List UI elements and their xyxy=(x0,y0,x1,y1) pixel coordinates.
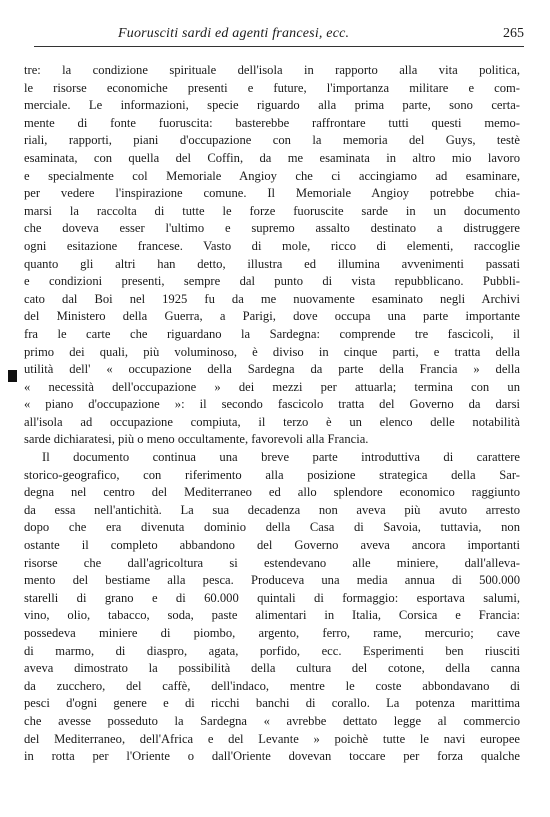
text-line: cato dal Boi nel 1925 fu da me nuovamente esaminato negli Archivi xyxy=(24,291,520,306)
page-number: 265 xyxy=(503,26,524,41)
text-line: per vedere l'inspirazione comune. Il Memoriale Angioy potrebbe chia- xyxy=(24,186,520,201)
text-line: esaminata, con quella del Coffin, da me esaminata in altro mio lavoro xyxy=(24,150,520,165)
text-line: « necessità dell'occupazione » dei mezzi per attuarla; termina con un xyxy=(24,379,520,394)
text-line: dopo che era divenuta dominio della Casa di Savoia, tuttavia, non xyxy=(24,520,520,535)
text-line: aveva dimostrato la possibilità della cultura del cotone, della canna xyxy=(24,661,520,676)
text-line: fra le carte che riguardano la Sardegna: comprende tre fascicoli, il xyxy=(24,326,520,341)
text-line: vino, olio, tabacco, soda, paste alimentari in Italia, Corsica e Francia: xyxy=(24,608,520,623)
body-text xyxy=(24,62,520,766)
text-line: in rotta per l'Oriente o dall'Oriente dovevan toccare per forza qualche xyxy=(24,749,520,764)
text-line: primo dei quali, più voluminoso, è diviso in cinque parti, e tratta della xyxy=(24,344,520,359)
text-line: del Ministero della Guerra, a Parigi, dove occupa una parte importante xyxy=(24,309,520,324)
text-line: che avesse posseduto la Sardegna « avrebbe dettato legge al commercio xyxy=(24,713,520,728)
text-line: ogni esitazione francese. Vasto di mole, ricco di elementi, raccoglie xyxy=(24,238,520,253)
text-line: riali, rapporti, piani d'occupazione con la memoria del Guys, testè xyxy=(24,133,520,148)
text-line: che doveva esser l'ultimo e supremo assalto destinato a distruggere xyxy=(24,221,520,236)
text-line: merciale. Le informazioni, specie riguardo alla prima parte, sono certa- xyxy=(24,98,520,113)
margin-marker xyxy=(8,370,17,382)
text-line: e condizioni presenti, sempre dal punto di vista repubblicano. Pubbli- xyxy=(24,274,520,289)
text-line: da zucchero, del caffè, dell'indaco, mentre le coste abbondavano di xyxy=(24,678,520,693)
text-line: da essa nell'antichità. La sua decadenza non aveva più avuto arresto xyxy=(24,502,520,517)
text-line: all'isola ad occupazione compiuta, il terzo è un elenco delle notabilità xyxy=(24,414,520,429)
running-title: Fuorusciti sardi ed agenti francesi, ecc. xyxy=(118,26,350,41)
text-line: quanto gli altri han detto, illustra ed illumina avvenimenti passati xyxy=(24,256,520,271)
text-line: starelli di grano e di 60.000 quintali di formaggio: esportava salumi, xyxy=(24,590,520,605)
text-line: tre: la condizione spirituale dell'isola in rapporto alla vita politica, xyxy=(24,63,520,77)
text-line: « piano d'occupazione »: il secondo fascicolo tratta del Governo da darsi xyxy=(24,397,520,412)
text-line: marsi la raccolta di tutte le forze fuoruscite sarde in un documento xyxy=(24,203,520,218)
text-line: mente di fonte fuoruscita: basterebbe raffrontare tutti questi memo- xyxy=(24,115,520,130)
text-line: sarde dichiaratesi, più o meno occultamente, favorevoli alla Francia. xyxy=(24,432,369,447)
text-line: degna nel centro del Mediterraneo ed allo splendore economico raggiunto xyxy=(24,485,520,500)
text-line: del Mediterraneo, dell'Africa e del Levante » poichè tutte le navi europee xyxy=(24,731,520,746)
text-line: storico-geografico, con riferimento alla posizione strategica della Sar- xyxy=(24,467,520,482)
text-line: le risorse economiche presenti e future, l'importanza militare e com- xyxy=(24,80,520,95)
text-line: pesci d'ogni genere e di ricchi banchi di corallo. La potenza marittima xyxy=(24,696,520,711)
text-line: di marmo, di diaspro, agata, porfido, ecc. Esperimenti ben riusciti xyxy=(24,643,520,658)
text-line: e specialmente col Memoriale Angioy che ci accingiamo ad esaminare, xyxy=(24,168,520,183)
text-line: risorse che dall'agricoltura si estendevano alle miniere, dall'alleva- xyxy=(24,555,520,570)
text-line: ostante il completo abbandono del Governo aveva ancora importanti xyxy=(24,538,520,553)
text-line: possedeva miniere di piombo, argento, ferro, rame, mercurio; cave xyxy=(24,626,520,640)
text-line: utilità dell' « occupazione della Sardegna da parte della Francia » della xyxy=(24,362,520,377)
text-line: mento del bestiame alla pesca. Produceva una media annua di 500.000 xyxy=(24,573,520,588)
text-line: Il documento continua una breve parte introduttiva di carattere xyxy=(42,450,520,465)
running-header xyxy=(34,24,524,47)
